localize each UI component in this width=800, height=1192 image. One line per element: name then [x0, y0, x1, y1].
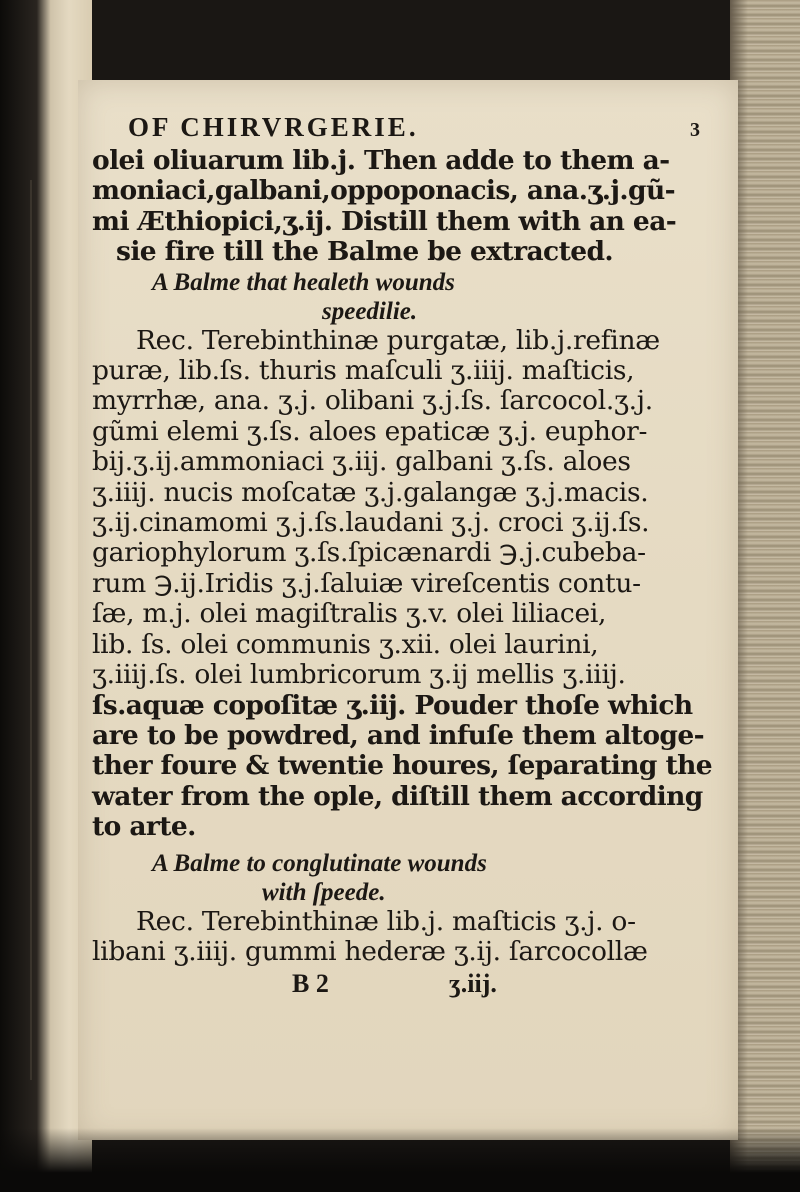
text-line: sie fire till the Balme be extracted.: [116, 236, 614, 268]
text-line: lib. ſs. olei communis ʒ.xii. olei laurini,: [92, 628, 599, 660]
recipe-heading-cont: speedilie.: [322, 297, 418, 325]
text-block: [92, 112, 713, 1001]
text-line: ʒ.iiij.ſs. olei lumbricorum ʒ.ij mellis ʒ.iiij.: [92, 659, 626, 691]
text-line: puræ, lib.ſs. thuris maſculi ʒ.iiij. maſticis,: [92, 355, 635, 387]
running-head-title: OF CHIRVRGERIE.: [128, 112, 419, 142]
text-line: gariophylorum ʒ.ſs.ſpicænardi ℈.j.cubeba-: [92, 537, 646, 569]
binding-line: [30, 180, 32, 1080]
text-line: mi Æthiopici,ʒ.ij. Distill them with an ea-: [92, 205, 677, 237]
text-line: gũmi elemi ʒ.ſs. aloes epaticæ ʒ.j. euphor-: [92, 415, 648, 447]
text-line: ʒ.iiij. nucis moſcatæ ʒ.j.galangæ ʒ.j.macis.: [92, 476, 649, 508]
catchword: ʒ.iij.: [448, 969, 497, 999]
page-number: 3: [690, 119, 700, 141]
text-line: water from the ople, diſtill them according: [92, 780, 703, 812]
text-line: are to be powdred, and infuſe them altoge-: [92, 719, 704, 751]
text-line: ther foure & twentie houres, ſeparating the: [92, 750, 713, 782]
recipe-heading: A Balme that healeth wounds: [152, 268, 455, 296]
right-page-edge: [730, 0, 800, 1192]
text-line: Rec. Terebinthinæ purgatæ, lib.j.refinæ: [136, 324, 660, 356]
text-line: myrrhæ, ana. ʒ.j. olibani ʒ.j.ſs. ſarcocol.ʒ.j.: [92, 385, 653, 417]
signature-line: [92, 967, 704, 1001]
running-head: [92, 112, 704, 146]
text-line: Rec. Terebinthinæ lib.j. maſticis ʒ.j. o-: [136, 905, 636, 937]
recipe-heading: A Balme to conglutinate wounds: [152, 849, 487, 877]
recipe-heading-cont: with ſpeede.: [262, 878, 386, 906]
text-line: rum ℈.ij.Iridis ʒ.j.ſaluiæ vireſcentis contu-: [92, 567, 641, 599]
text-line: ʒ.ij.cinamomi ʒ.j.ſs.laudani ʒ.j. croci ʒ.ij.ſs.: [92, 507, 650, 539]
signature-mark: B 2: [292, 969, 329, 999]
text-line: libani ʒ.iiij. gummi hederæ ʒ.ij. ſarcocollæ: [92, 935, 648, 967]
text-line: olei oliuarum lib.j. Then adde to them a-: [92, 145, 670, 176]
text-line: bij.ʒ.ij.ammoniaci ʒ.iij. galbani ʒ.ſs. aloes: [92, 446, 631, 478]
text-line: ſs.aquæ copoſitæ ʒ.iij. Pouder thoſe which: [92, 689, 693, 721]
text-line: moniaci,galbani,oppoponacis, ana.ʒ.j.gũ-: [92, 175, 676, 207]
text-line: to arte.: [92, 811, 196, 843]
text-line: ſæ, m.j. olei magiſtralis ʒ.v. olei liliacei,: [92, 598, 607, 630]
bottom-shadow: [0, 1128, 800, 1192]
